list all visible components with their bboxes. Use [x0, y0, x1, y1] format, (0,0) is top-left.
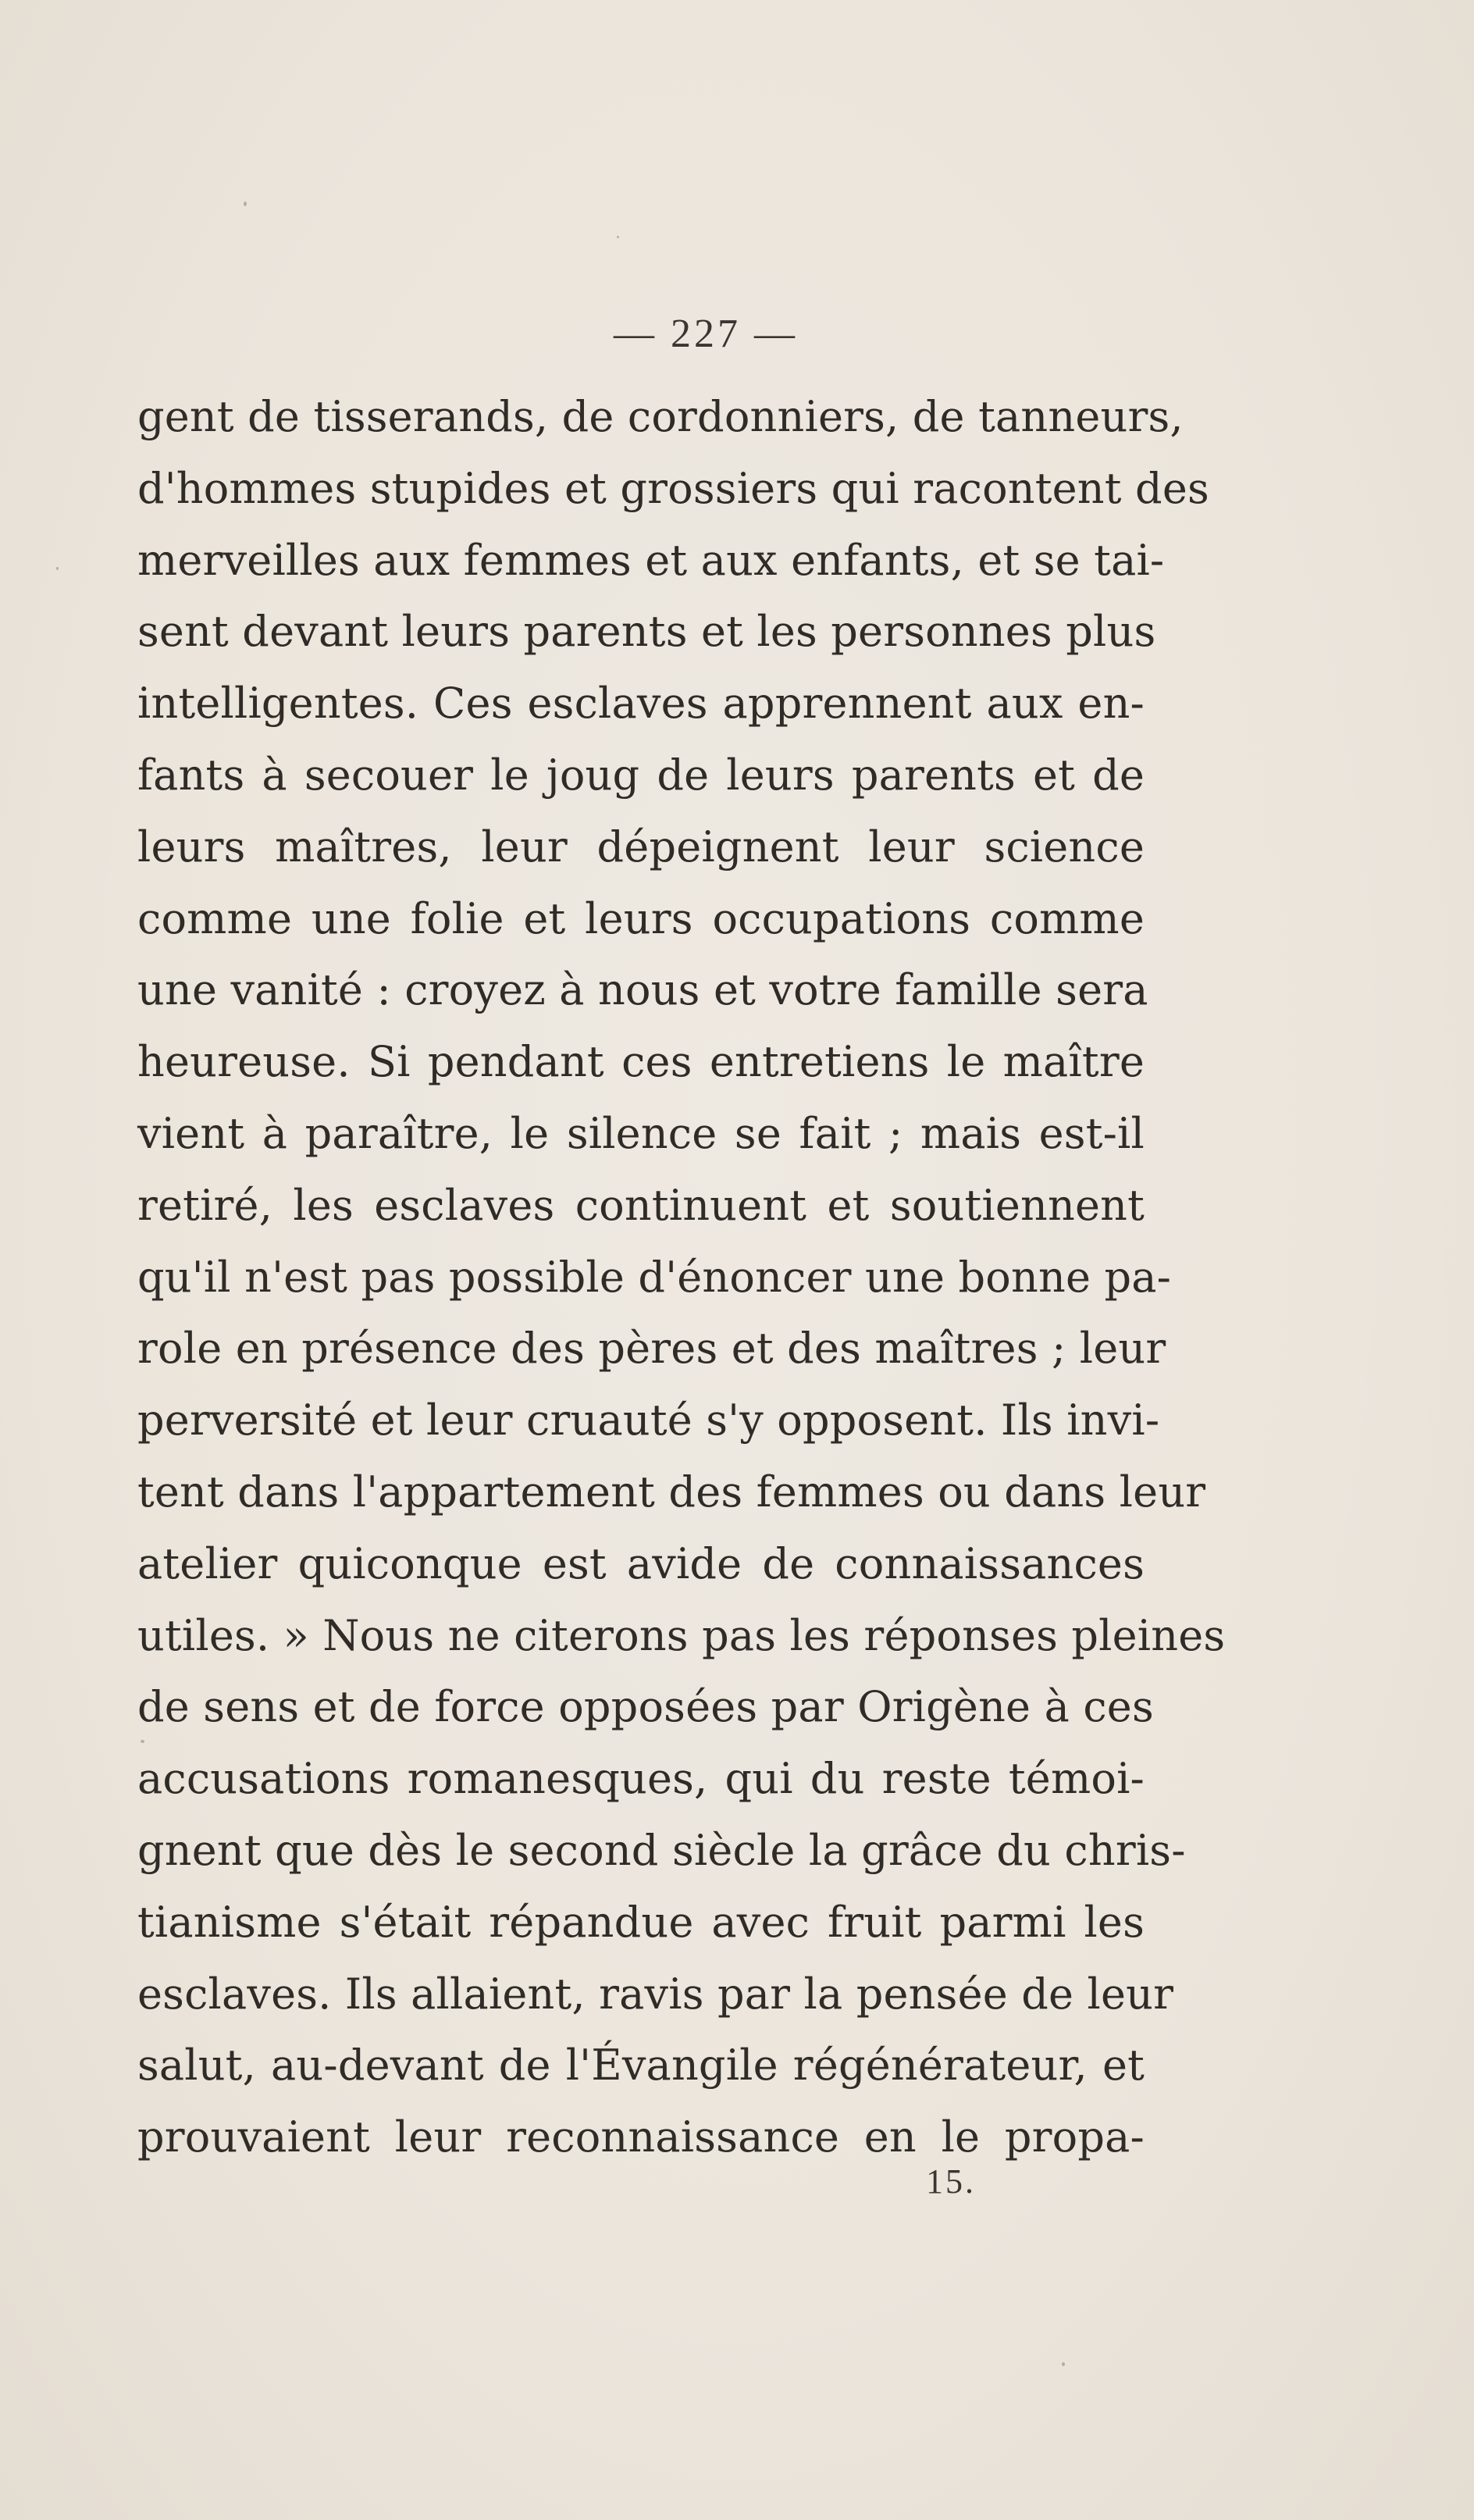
text-line: sent devant leurs parents et les personnes plus — [137, 607, 1156, 657]
text-line: salut, au-devant de l'Évangile régénérateur, et — [137, 2041, 1145, 2090]
text-line: d'hommes stupides et grossiers qui racontent des — [137, 463, 1209, 513]
text-line: gent de tisserands, de cordonniers, de tanneurs, — [137, 392, 1184, 441]
text-line: role en présence des pères et des maîtres ; leur — [137, 1324, 1166, 1374]
text-line: esclaves. Ils allaient, ravis par la pensée de leur — [137, 1969, 1174, 2019]
paper-speck — [1062, 2362, 1065, 2366]
text-line: comme une folie et leurs occupations comme — [137, 893, 1145, 943]
text-line: retiré, les esclaves continuent et soutiennent — [137, 1180, 1145, 1230]
text-line: accusations romanesques, qui du reste témoi- — [137, 1754, 1145, 1804]
running-header — [0, 311, 1474, 357]
paper-speck — [56, 567, 59, 570]
text-line: perversité et leur cruauté s'y opposent. Ils invi- — [137, 1395, 1160, 1445]
text-line: heureuse. Si pendant ces entretiens le maître — [137, 1037, 1145, 1087]
page-number: — 227 — — [614, 312, 798, 356]
text-line: une vanité : croyez à nous et votre famille sera — [137, 965, 1148, 1015]
text-line: vient à paraître, le silence se fait ; mais est-il — [137, 1108, 1145, 1158]
text-line: merveilles aux femmes et aux enfants, et se tai- — [137, 535, 1165, 585]
text-line: fants à secouer le joug de leurs parents et de — [137, 750, 1145, 800]
text-line: tianisme s'était répandue avec fruit parmi les — [137, 1897, 1145, 1947]
text-line: de sens et de force opposées par Origène à ces — [137, 1682, 1154, 1732]
body-text — [137, 381, 1226, 2173]
signature-mark: 15. — [926, 2162, 976, 2201]
text-line: gnent que dès le second siècle la grâce du chris- — [137, 1825, 1186, 1875]
text-line: tent dans l'appartement des femmes ou dans leur — [137, 1467, 1206, 1517]
text-line: leurs maîtres, leur dépeignent leur science — [137, 822, 1145, 871]
paper-speck — [617, 236, 619, 238]
text-line: qu'il n'est pas possible d'énoncer une bonne pa- — [137, 1252, 1172, 1302]
text-line: intelligentes. Ces esclaves apprennent aux en- — [137, 679, 1145, 729]
paper-speck — [244, 201, 247, 206]
text-line: utiles. » Nous ne citerons pas les réponses pleines — [137, 1610, 1226, 1660]
paper-speck — [141, 1740, 144, 1743]
text-line: prouvaient leur reconnaissance en le propa- — [137, 2112, 1145, 2162]
text-line: atelier quiconque est avide de connaissances — [137, 1538, 1145, 1588]
